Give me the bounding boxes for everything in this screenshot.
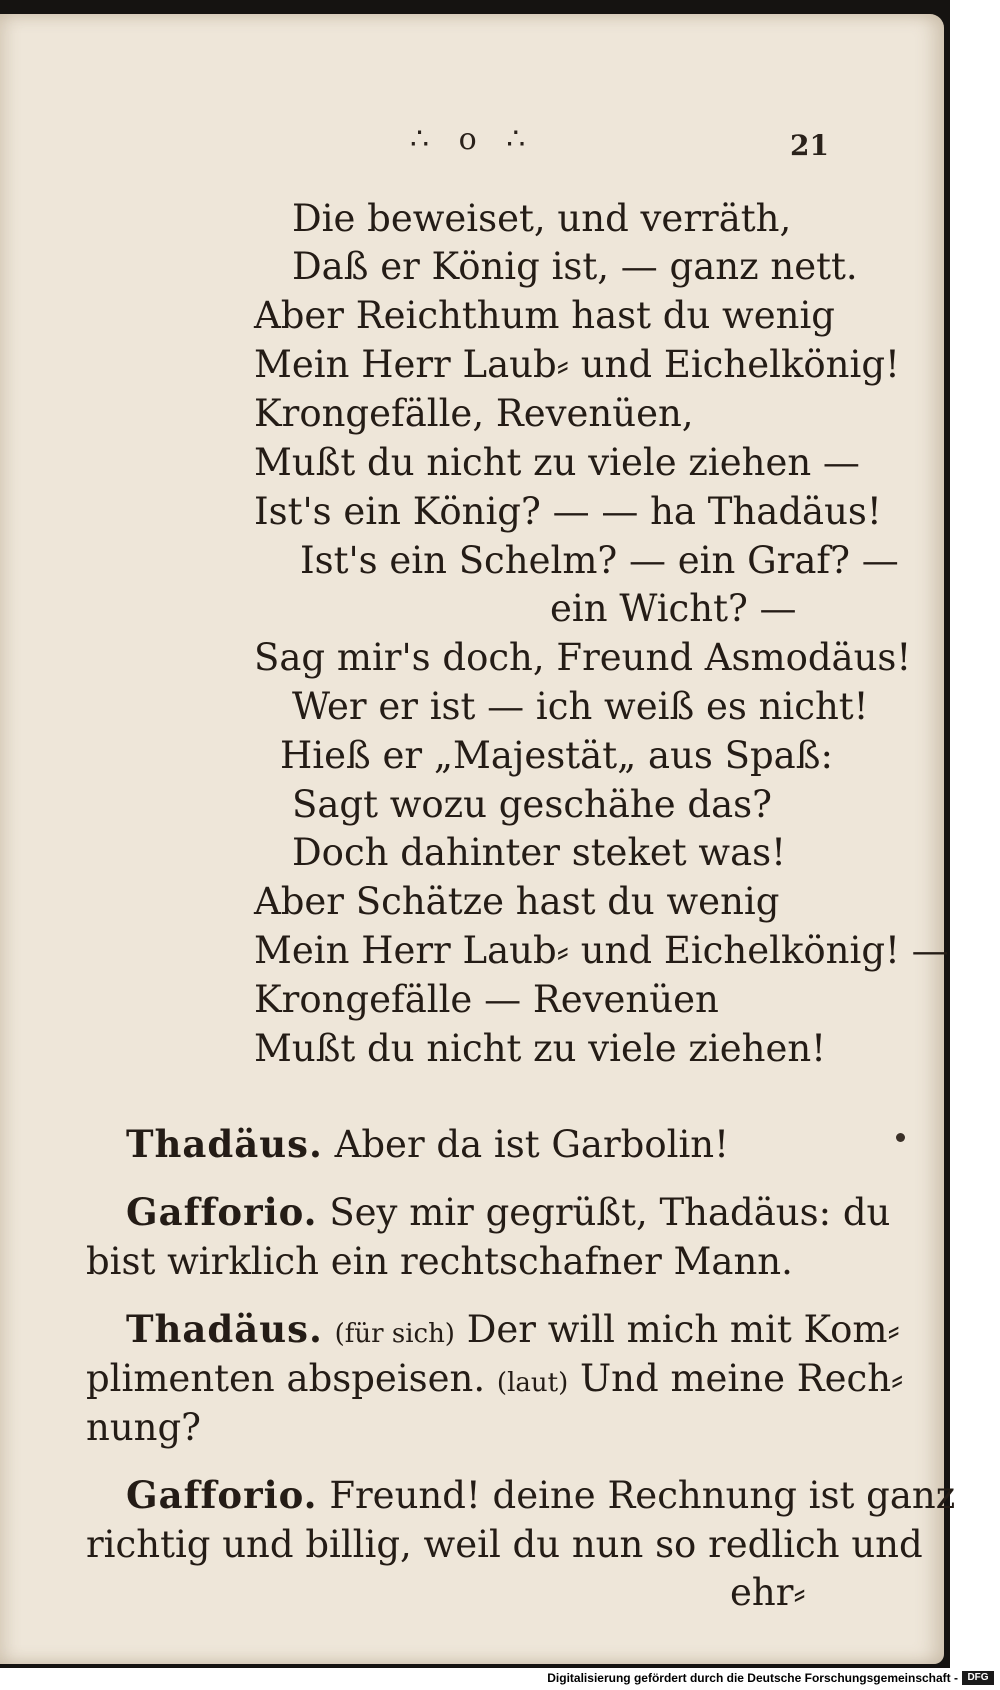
verse-line: Ist's ein König? — — ha Thadäus! [254,490,882,533]
dialogue-text: Freund! deine Rechnung ist ganz [329,1474,956,1517]
speaker-name: Gafforio. [126,1473,318,1517]
verse-line: Doch dahinter steket was! [292,831,786,874]
verse-line: Ist's ein Schelm? — ein Graf? — [300,539,899,582]
verse-line: Mein Herr Laub⸗ und Eichelkönig! [254,343,900,386]
dialogue-line: bist wirklich ein rechtschafner Mann. [86,1240,793,1283]
ink-spot [896,1133,905,1142]
dialogue-text: Aber da ist Garbolin! [334,1123,729,1166]
verse-line: Krongefälle, Revenüen, [254,392,694,435]
dialogue-line [86,1357,904,1400]
footer-credit: Digitalisierung gefördert durch die Deutsche Forschungsgemeinschaft - [547,1671,958,1685]
book-page [0,14,956,1664]
catchword: ehr⸗ [730,1571,806,1614]
dialogue-text: Und meine Rech⸗ [579,1357,904,1400]
dialogue-line [126,1190,891,1234]
verse-line: Aber Reichthum hast du wenig [254,294,835,337]
speaker-name: Gafforio. [126,1190,318,1234]
dialogue-text: Sey mir gegrüßt, Thadäus: du [329,1191,891,1234]
header-ornament: ∴ o ∴ [410,122,536,157]
dfg-logo-icon: DFG [962,1671,994,1685]
verse-line: Mußt du nicht zu viele ziehen — [254,441,860,484]
verse-line: Aber Schätze hast du wenig [254,880,780,923]
dialogue-line [126,1473,956,1517]
verse-line: Krongefälle — Revenüen [254,978,719,1021]
page-number: 21 [790,129,829,162]
verse-line: Hieß er „Majestät„ aus Spaß: [280,734,833,777]
speaker-name: Thadäus. [126,1307,323,1351]
dialogue-line [126,1122,729,1166]
verse-line: Mein Herr Laub⸗ und Eichelkönig! — [254,929,949,972]
dialogue-line [126,1307,900,1351]
digitization-footer [0,1668,1000,1690]
stage-direction: (für sich) [334,1319,455,1349]
verse-line: Mußt du nicht zu viele ziehen! [254,1027,827,1070]
stage-direction: (laut) [496,1368,569,1398]
verse-line: Sagt wozu geschähe das? [292,783,772,826]
verse-line: Sag mir's doch, Freund Asmodäus! [254,636,912,679]
verse-line: Wer er ist — ich weiß es nicht! [292,685,869,728]
dialogue-line: nung? [86,1406,202,1449]
verse-line: Daß er König ist, — ganz nett. [292,245,858,288]
speaker-name: Thadäus. [126,1122,323,1166]
dialogue-line: richtig und billig, weil du nun so redlich und [86,1523,923,1566]
dialogue-text: Der will mich mit Kom⸗ [466,1308,900,1351]
verse-line: ein Wicht? — [550,587,797,630]
verse-line: Die beweiset, und verräth, [292,197,792,240]
dialogue-text: plimenten abspeisen. [86,1357,486,1400]
